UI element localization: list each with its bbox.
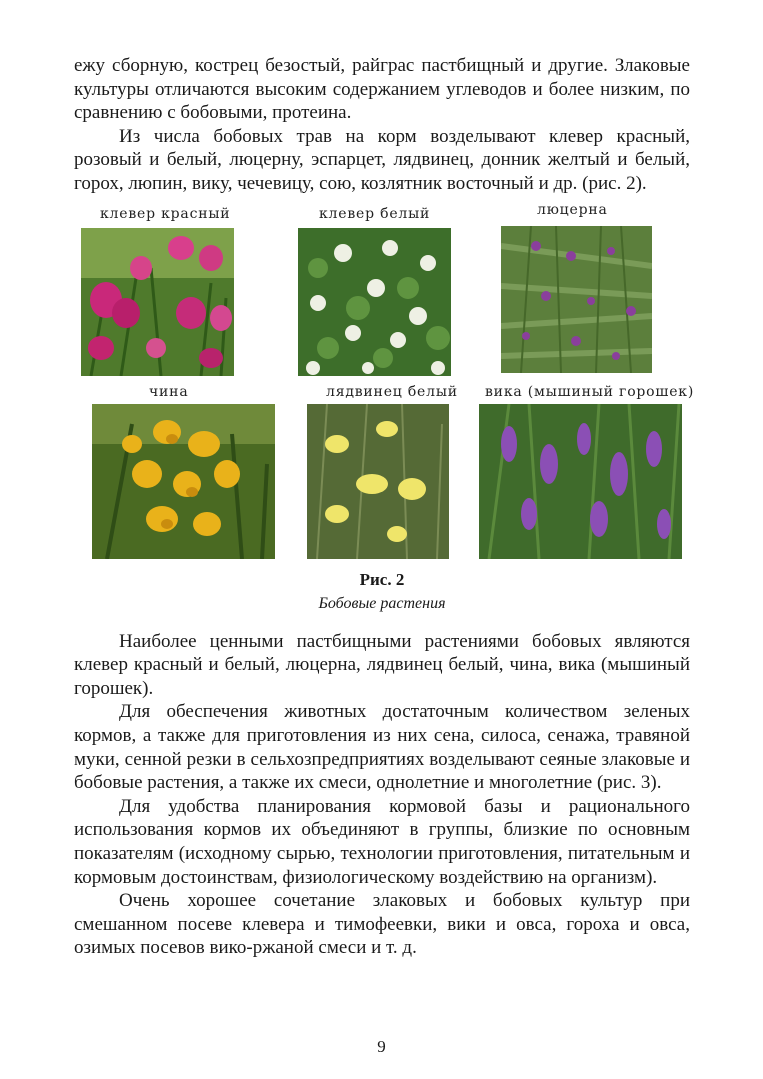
alfalfa-photo [501,226,652,373]
paragraph-2: Из числа бобовых трав на корм возделывают клевер красный, розовый и белый, люцерну, эспарцет, лядвинец, донник желтый и белый, горох, люпин, вику, чечевицу, сою, козлятник восточный и др. (рис. 2). [74,125,690,194]
paragraph-4: Для обеспечения животных достаточным количеством зеленых кормов, а также для приготовления из них сена, силоса, сенажа, травяной муки, сенной резки в сельхозпредприятиях возделывают сеяные злаковые и бобовые растения, а также их смеси, однолетние и многолетние (рис. 3). [74,701,690,794]
page-number: 9 [377,1037,386,1056]
figure-2 [74,201,695,630]
paragraph-3: Наиболее ценными пастбищными растениями бобовых являются клевер красный и белый, люцерна, лядвинец белый, чина, вика (мышиный горошек). [74,630,690,699]
caption-white-clover: клевер белый [319,205,431,222]
yellow-vetchling-photo [92,404,275,559]
figure-title: Бобовые растения [318,594,446,612]
figure-label: Рис. 2 [359,569,405,589]
white-clover-photo [298,228,451,376]
red-clover-photo [81,228,234,376]
paragraph-5: Для удобства планирования кормовой базы и рационального использования кормов их объединяют в группы, близкие по основным показателям (исходному сырью, технологии приготовления, питательным и кормовым достоинствам, физиологическому воздействию на организм). [74,795,690,888]
birdsfoot-trefoil-photo [307,404,449,559]
page-body [74,54,695,960]
vetch-photo [479,404,682,559]
caption-yellow-vetchling: чина [149,383,189,400]
caption-vetch: вика (мышиный горошек) [485,383,695,400]
paragraph-1: ежу сборную, кострец безостый, райграс пастбищный и другие. Злаковые культуры отличаются высоким содержанием углеводов и более низким, по сравнению с бобовыми, протеина. [74,55,690,124]
paragraph-6: Очень хорошее сочетание злаковых и бобовых культур при смешанном посеве клевера и тимофеевки, вики и овса, гороха и овса, озимых посевов вико-ржаной смеси и т. д. [74,890,690,959]
caption-birdsfoot-trefoil: лядвинец белый [326,383,458,400]
caption-red-clover: клевер красный [100,205,231,222]
caption-alfalfa: люцерна [537,201,608,218]
